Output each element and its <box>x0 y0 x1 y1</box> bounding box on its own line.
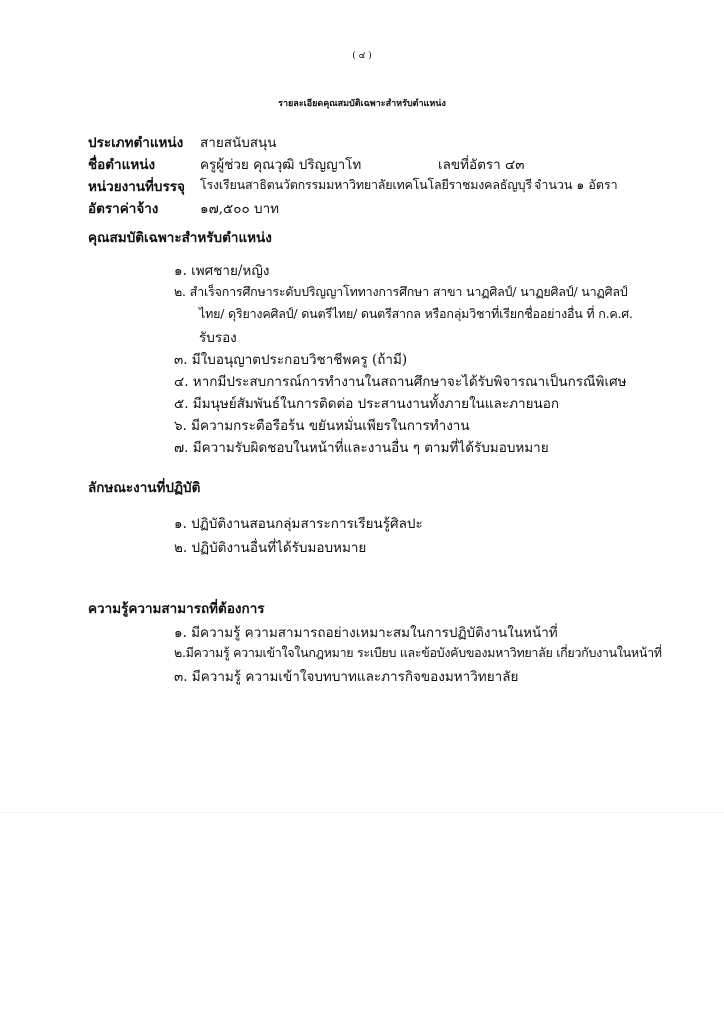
duty-item: ๒. ปฏิบัติงานอื่นที่ได้รับมอบหมาย <box>174 540 367 556</box>
scan-edge <box>0 812 724 813</box>
document-title: รายละเอียดคุณสมบัติเฉพาะสำหรับตำแหน่ง <box>278 99 446 109</box>
qualification-item: ๒. สำเร็จการศึกษาระดับปริญญาโททางการศึกษา สาขา นาฏศิลป์/ นาฏยศิลป์/ นาฏศิลป์ <box>174 284 628 299</box>
qualification-item: ๔. หากมีประสบการณ์การทำงานในสถานศึกษาจะได้รับพิจารณาเป็นกรณีพิเศษ <box>174 374 627 390</box>
position-type-label: ประเภทตำแหน่ง <box>88 135 184 151</box>
position-name-value: ครูผู้ช่วย คุณวุฒิ ปริญญาโท <box>200 157 362 173</box>
knowledge-item: ๒.มีความรู้ ความเข้าใจในกฎหมาย ระเบียบ และข้อบังคับของมหาวิทยาลัย เกี่ยวกับงานในหน้าที่ <box>174 645 662 660</box>
wage-value: ๑๗,๕๐๐ บาท <box>200 201 280 217</box>
position-count: จำนวน ๑ อัตรา <box>534 177 618 192</box>
qualification-item-continued: รับรอง <box>199 330 237 346</box>
knowledge-item: ๑. มีความรู้ ความสามารถอย่างเหมาะสมในการปฏิบัติงานในหน้าที่ <box>174 625 558 641</box>
position-type-value: สายสนับสนุน <box>200 135 277 151</box>
qualification-item: ๑. เพศชาย/หญิง <box>174 263 270 279</box>
position-name-label: ชื่อตำแหน่ง <box>88 157 156 173</box>
qualification-item: ๗. มีความรับผิดชอบในหน้าที่และงานอื่น ๆ ตามที่ได้รับมอบหมาย <box>174 440 549 456</box>
knowledge-heading: ความรู้ความสามารถที่ต้องการ <box>88 601 265 617</box>
qualification-item: ๓. มีใบอนุญาตประกอบวิชาชีพครู (ถ้ามี) <box>174 352 408 368</box>
qualification-item: ๖. มีความกระตือรือร้น ขยันหมั่นเพียรในการทำงาน <box>174 418 470 434</box>
wage-label: อัตราค่าจ้าง <box>88 201 159 217</box>
qualification-item-continued: ไทย/ ดุริยางคศิลป์/ ดนตรีไทย/ ดนตรีสากล หรือกลุ่มวิชาที่เรียกชื่ออย่างอื่น ที่ ก.ค.ศ. <box>199 306 633 321</box>
unit-label: หน่วยงานที่บรรจุ <box>88 179 185 195</box>
unit-value: โรงเรียนสาธิตนวัตกรรมมหาวิทยาลัยเทคโนโลยีราชมงคลธัญบุรี <box>200 177 532 192</box>
duties-heading: ลักษณะงานที่ปฏิบัติ <box>88 480 201 496</box>
page-number: ( ๔ ) <box>352 51 372 61</box>
qualifications-heading: คุณสมบัติเฉพาะสำหรับตำแหน่ง <box>88 230 272 246</box>
knowledge-item: ๓. มีความรู้ ความเข้าใจบทบาทและภารกิจของมหาวิทยาลัย <box>174 669 519 685</box>
duty-item: ๑. ปฏิบัติงานสอนกลุ่มสาระการเรียนรู้ศิลปะ <box>174 516 423 532</box>
rate-number: เลขที่อัตรา ๔๓ <box>438 157 525 173</box>
qualification-item: ๕. มีมนุษย์สัมพันธ์ในการติดต่อ ประสานงานทั้งภายในและภายนอก <box>174 396 560 412</box>
